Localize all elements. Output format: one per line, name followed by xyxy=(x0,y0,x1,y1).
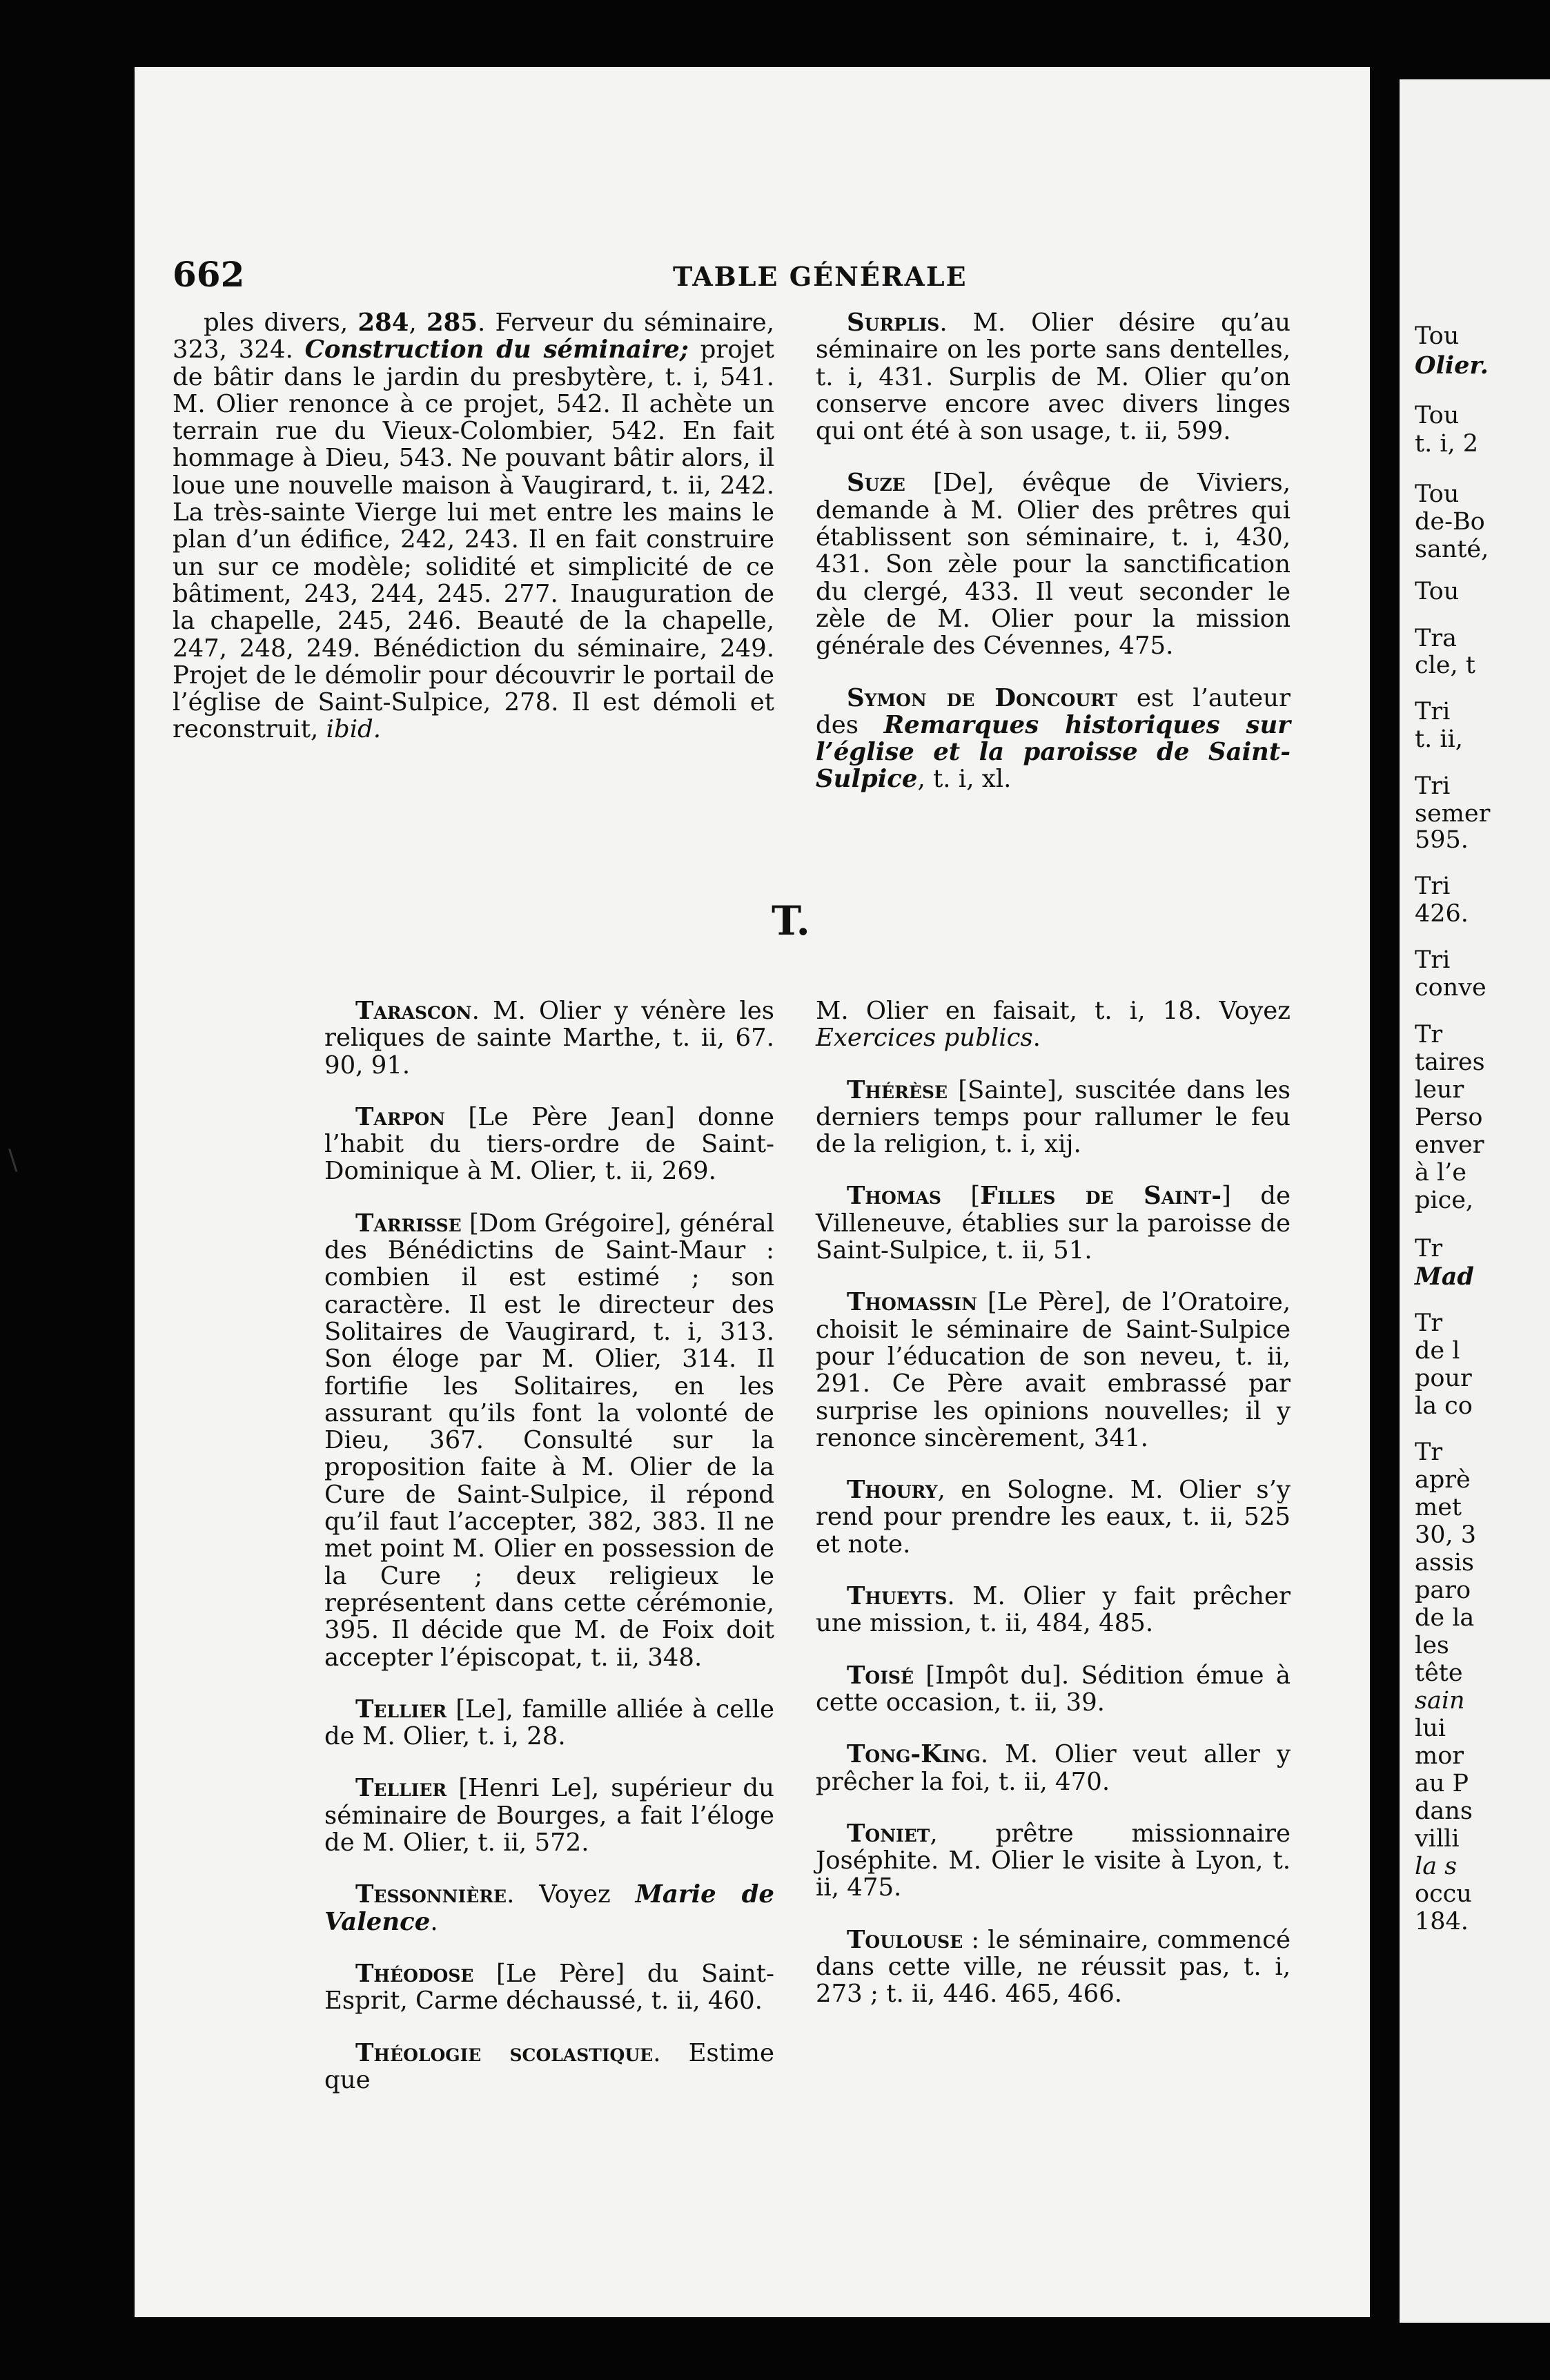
entry-text: Exercices publics xyxy=(816,1024,1033,1053)
entry-text: . Voyez xyxy=(507,1880,636,1909)
index-entry xyxy=(816,1927,1291,2008)
next-page-text-fragment: sain xyxy=(1415,1687,1465,1715)
entry-text: Remarques historiques sur l’église et la paroisse de Saint-Sulpice xyxy=(816,710,1291,794)
next-page-text-fragment: aprè xyxy=(1415,1466,1471,1494)
entry-heading: Tessonnière xyxy=(355,1880,507,1909)
next-page-text-fragment: Tr xyxy=(1415,1438,1443,1466)
entry-heading: Toulouse xyxy=(847,1925,963,1954)
next-page-text-fragment: tête xyxy=(1415,1659,1463,1687)
entry-heading: Surplis xyxy=(847,309,940,337)
next-page-text-fragment: conve xyxy=(1415,974,1487,1002)
index-entry xyxy=(324,2040,774,2094)
entry-text: ibid. xyxy=(326,715,382,744)
entry-heading: Tong-King xyxy=(847,1740,981,1769)
entry-heading: Thérèse xyxy=(847,1075,948,1104)
entry-heading: Théodose xyxy=(355,1959,474,1988)
next-page-text-fragment: t. i, 2 xyxy=(1415,430,1479,458)
entry-text: est l’auteur des xyxy=(816,683,1291,739)
index-entry xyxy=(816,1289,1291,1452)
entry-text: . M. Olier veut aller y prêcher la foi, t. ii, 470. xyxy=(816,1740,1291,1796)
next-page-text-fragment: la co xyxy=(1415,1392,1473,1420)
next-page-text-fragment: Tou xyxy=(1415,322,1460,350)
next-page-text-fragment: assis xyxy=(1415,1549,1474,1577)
index-entry xyxy=(816,469,1291,659)
entry-text: [Henri Le], supérieur du séminaire de Bourges, a fait l’éloge de M. Olier, t. ii, 572. xyxy=(324,1774,774,1857)
next-page-text-fragment: santé, xyxy=(1415,536,1489,563)
entry-text: . M. Olier y vénère les reliques de sainte Marthe, t. ii, 67. 90, 91. xyxy=(324,997,774,1080)
entry-text: [De], évêque de Viviers, demande à M. Olier des prêtres qui établissent son séminaire, t. i, 430, 431. Son zèle pour la sanctification du clergé, 433. Il veut seconder le zèle de M. Olier pour la mission générale des Cévennes, 475. xyxy=(816,469,1291,661)
entry-text: Construction du séminaire; xyxy=(304,335,689,364)
next-page-text-fragment: enver xyxy=(1415,1131,1484,1159)
entry-text: , xyxy=(409,309,426,337)
next-page-text-fragment: Mad xyxy=(1415,1262,1474,1291)
entry-heading: Tellier xyxy=(355,1695,447,1724)
next-page-text-fragment: Tri xyxy=(1415,946,1451,974)
index-entry xyxy=(816,1476,1291,1558)
entry-text: ] de Villeneuve, établies sur la paroisse de Saint-Sulpice, t. ii, 51. xyxy=(816,1182,1291,1265)
next-page-text-fragment: Tr xyxy=(1415,1235,1443,1262)
next-page-text-fragment: de-Bo xyxy=(1415,508,1485,536)
next-page-text-fragment: Tri xyxy=(1415,698,1451,725)
entry-text: 284 xyxy=(357,309,409,337)
entry-heading: Symon de Doncourt xyxy=(847,683,1118,712)
next-page-text-fragment: taires xyxy=(1415,1048,1485,1076)
entry-text: [Le Père], de l’Oratoire, choisit le séminaire de Saint-Sulpice pour l’éducation de son neveu, t. ii, 291. Ce Père avait embrassé par surprise les opinions nouvelles; il y renonce sincèrement, 341. xyxy=(816,1288,1291,1452)
next-page-text-fragment: cle, t xyxy=(1415,652,1475,679)
next-page-text-fragment: de l xyxy=(1415,1337,1460,1365)
entry-heading: Thomas xyxy=(847,1182,941,1211)
next-page-text-fragment: leur xyxy=(1415,1076,1464,1104)
index-entry xyxy=(816,1182,1291,1264)
next-page-text-fragment: 30, 3 xyxy=(1415,1521,1477,1549)
index-entry xyxy=(816,1583,1291,1637)
entry-heading: Thoury xyxy=(847,1476,938,1505)
entry-text: Marie de Valence xyxy=(324,1880,774,1936)
scan-speck: \ xyxy=(8,1144,18,1176)
next-page-text-fragment: mor xyxy=(1415,1742,1464,1770)
entry-text: [Le Père Jean] donne l’habit du tiers-ordre de Saint-Dominique à M. Olier, t. ii, 269. xyxy=(324,1102,774,1186)
entry-text: [Le Père] du Saint-Esprit, Carme déchaussé, t. ii, 460. xyxy=(324,1959,774,2016)
index-entry xyxy=(816,997,1291,1052)
entry-text: . Ferveur du séminaire, 323, 324. xyxy=(173,309,774,364)
entry-heading: Toniet xyxy=(847,1819,930,1848)
next-page-text-fragment: pice, xyxy=(1415,1187,1474,1214)
index-entry xyxy=(816,685,1291,793)
entry-heading: Tarrisse xyxy=(355,1209,462,1238)
index-entry xyxy=(173,309,774,743)
entry-text: , t. i, xl. xyxy=(917,765,1012,794)
entry-text: , prêtre missionnaire Joséphite. M. Olier le visite à Lyon, t. ii, 475. xyxy=(816,1819,1291,1902)
next-page-text-fragment: de la xyxy=(1415,1604,1475,1632)
entry-text: ples divers, xyxy=(204,309,358,337)
entry-text: [Dom Grégoire], général des Bénédictins de Saint-Maur : combien il est estimé ; son caractère. Il est le directeur des Solitaires de Vaugirard, t. i, 313. Son éloge par M. Olier, 314. Il fortifie les Solitaires, en les assurant qu’ils font la volonté de Dieu, 367. Consulté sur la proposition faite à M. Olier de la Cure de Saint-Sulpice, il répond qu’il faut l’accepter, 382, 383. Il ne met point M. Olier en possession de la Cure ; deux religieux le représentent dans cette cérémonie, 395. Il décide que M. de Foix doit accepter l’épiscopat, t. ii, 348. xyxy=(324,1209,774,1672)
entry-heading: Toisé xyxy=(847,1661,914,1690)
next-page-text-fragment: 595. xyxy=(1415,826,1469,854)
next-page-text-fragment: dans xyxy=(1415,1797,1473,1825)
index-entry xyxy=(324,1210,774,1671)
index-column-bottom-right xyxy=(816,997,1291,2033)
index-entry xyxy=(324,1696,774,1750)
index-entry xyxy=(324,1775,774,1856)
next-page-text-fragment: Tou xyxy=(1415,402,1460,429)
entry-heading: Tarascon xyxy=(355,997,472,1025)
next-page-text-fragment: au P xyxy=(1415,1770,1469,1797)
next-page-text-fragment: villi xyxy=(1415,1825,1460,1853)
adjacent-page-fragment xyxy=(1400,79,1550,2323)
next-page-text-fragment: pour xyxy=(1415,1365,1472,1392)
next-page-text-fragment: 184. xyxy=(1415,1908,1469,1935)
entry-heading: Suze xyxy=(847,469,905,498)
next-page-text-fragment: la s xyxy=(1415,1853,1458,1880)
index-column-top-left xyxy=(173,309,774,768)
next-page-text-fragment: lui xyxy=(1415,1715,1446,1742)
next-page-text-fragment: Olier. xyxy=(1415,351,1489,380)
page-number: 662 xyxy=(173,254,245,295)
next-page-text-fragment: semer xyxy=(1415,800,1491,828)
entry-text: , en Sologne. M. Olier s’y rend pour prendre les eaux, t. ii, 525 et note. xyxy=(816,1476,1291,1559)
entry-heading: Thueyts xyxy=(847,1582,948,1611)
next-page-text-fragment: paro xyxy=(1415,1577,1471,1604)
index-entry xyxy=(816,309,1291,445)
index-column-top-right xyxy=(816,309,1291,818)
next-page-text-fragment: Tr xyxy=(1415,1021,1443,1048)
next-page-text-fragment: occu xyxy=(1415,1880,1472,1908)
index-entry xyxy=(816,1077,1291,1158)
next-page-text-fragment: Tr xyxy=(1415,1309,1443,1337)
next-page-text-fragment: Perso xyxy=(1415,1104,1483,1131)
next-page-text-fragment: Tou xyxy=(1415,578,1460,605)
next-page-text-fragment: à l’e xyxy=(1415,1159,1467,1187)
entry-heading: Tarpon xyxy=(355,1102,446,1131)
entry-text: M. Olier en faisait, t. i, 18. Voyez xyxy=(816,997,1291,1025)
entry-text: . M. Olier y fait prêcher une mission, t. ii, 484, 485. xyxy=(816,1582,1291,1638)
running-title: TABLE GÉNÉRALE xyxy=(673,261,968,292)
entry-heading: Théologie scolastique xyxy=(355,2038,654,2067)
entry-text: : le séminaire, commencé dans cette ville, ne réussit pas, t. i, 273 ; t. ii, 446. 465, 466. xyxy=(816,1925,1291,2009)
entry-text: [Le], famille alliée à celle de M. Olier, t. i, 28. xyxy=(324,1695,774,1751)
entry-text: . xyxy=(1032,1024,1041,1053)
entry-text: [Impôt du]. Sédition émue à cette occasion, t. ii, 39. xyxy=(816,1661,1291,1717)
next-page-text-fragment: 426. xyxy=(1415,900,1469,928)
next-page-text-fragment: Tri xyxy=(1415,772,1451,800)
entry-text: . Estime que xyxy=(324,2038,774,2094)
next-page-text-fragment: Tri xyxy=(1415,872,1451,900)
entry-heading: Thomassin xyxy=(847,1288,977,1317)
index-entry xyxy=(324,1881,774,1935)
entry-text: [ xyxy=(941,1182,981,1211)
next-page-text-fragment: Tou xyxy=(1415,480,1460,508)
entry-text: 285 xyxy=(426,309,478,337)
section-letter: T. xyxy=(772,897,810,944)
index-entry xyxy=(324,997,774,1079)
index-entry xyxy=(324,1104,774,1185)
next-page-text-fragment: t. ii, xyxy=(1415,725,1463,753)
next-page-text-fragment: Tra xyxy=(1415,625,1457,652)
next-page-text-fragment: met xyxy=(1415,1494,1462,1521)
index-entry xyxy=(816,1741,1291,1795)
entry-text: projet de bâtir dans le jardin du presbytère, t. i, 541. M. Olier renonce à ce projet, 542. Il achète un terrain rue du Vieux-Colombier, 542. En fait hommage à Dieu, 543. Ne pouvant bâtir alors, il loue une nouvelle maison à Vaugirard, t. ii, 242. La très-sainte Vierge lui met entre les mains le plan d’un édifice, 242, 243. Il en fait construire un sur ce modèle; solidité et simplicité de ce bâtiment, 243, 244, 245. 277. Inauguration de la chapelle, 245, 246. Beauté de la chapelle, 247, 248, 249. Bénédiction du séminaire, 249. Projet de le démolir pour découvrir le portail de l’église de Saint-Sulpice, 278. Il est démoli et reconstruit, xyxy=(173,335,775,744)
entry-text: . xyxy=(430,1907,438,1936)
index-column-bottom-left xyxy=(324,997,774,2118)
entry-heading: Tellier xyxy=(355,1774,447,1803)
index-entry xyxy=(816,1820,1291,1902)
entry-heading: Filles de Saint- xyxy=(980,1182,1222,1211)
index-entry xyxy=(324,1960,774,2015)
index-entry xyxy=(816,1662,1291,1717)
next-page-text-fragment: les xyxy=(1415,1632,1449,1659)
entry-text: [Sainte], suscitée dans les derniers temps pour rallumer le feu de la religion, t. i, xij. xyxy=(816,1075,1291,1159)
entry-text: . M. Olier désire qu’au séminaire on les porte sans dentelles, t. i, 431. Surplis de M. Olier qu’on conserve encore avec divers linges qui ont été à son usage, t. ii, 599. xyxy=(816,309,1291,446)
